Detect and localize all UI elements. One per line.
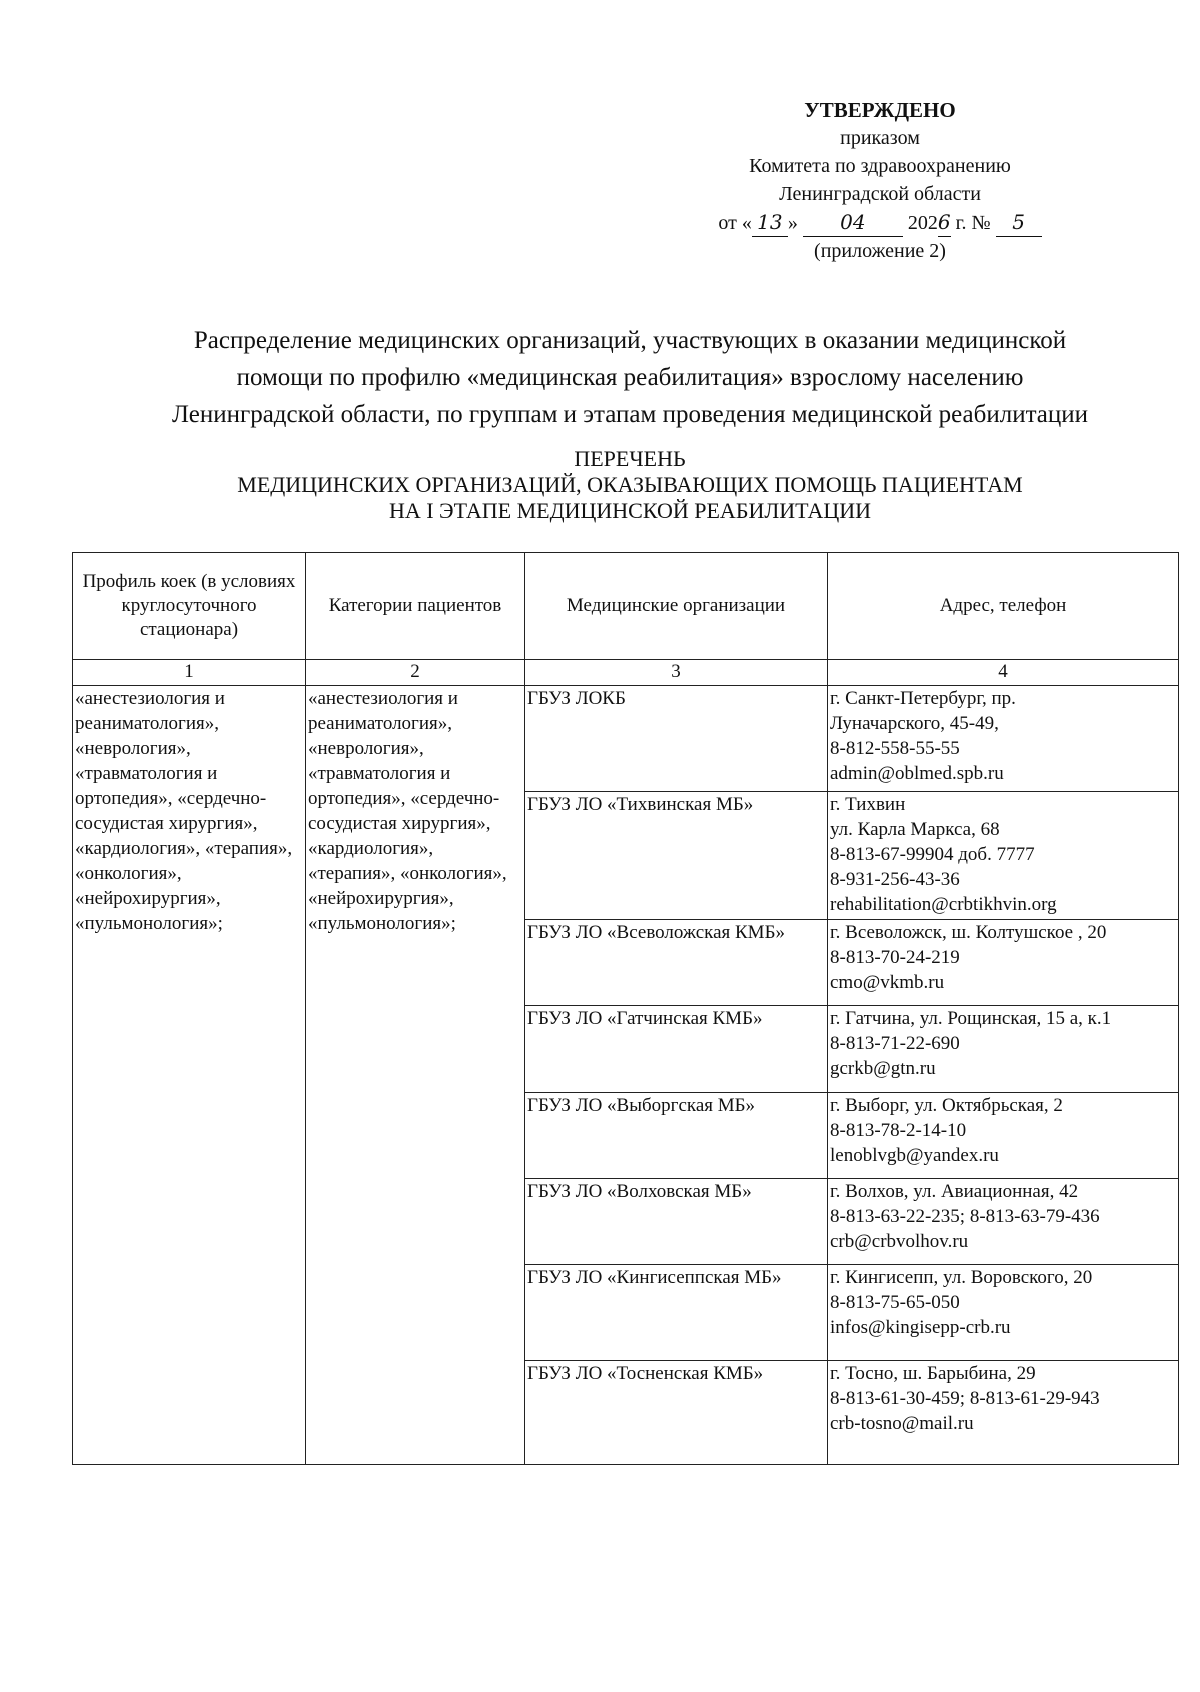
- organization-address: [828, 792, 1179, 920]
- list-heading-line-3: НА I ЭТАПЕ МЕДИЦИНСКОЙ РЕАБИЛИТАЦИИ: [388, 498, 872, 523]
- column-number: 2: [306, 660, 525, 686]
- date-prefix: от «: [718, 212, 752, 234]
- approval-stamp: [690, 96, 1070, 265]
- organization-address: [828, 920, 1179, 1006]
- date-year-hand: 6: [938, 208, 951, 237]
- address-line: г. Тихвин: [830, 794, 906, 815]
- date-mid: »: [787, 212, 798, 234]
- email-line: infos@kingisepp-crb.ru: [830, 1317, 1011, 1338]
- email-line: rehabilitation@crbtikhvin.org: [830, 894, 1057, 915]
- date-day: 13: [752, 208, 788, 237]
- header-patient-categories: Категории пациентов: [306, 553, 525, 660]
- column-number: 3: [525, 660, 828, 686]
- phone-line: 8-813-78-2-14-10: [830, 1120, 967, 1141]
- approval-date-line: [690, 208, 1070, 237]
- patient-categories-cell: «анестезиология и реаниматология», «неврология», «травматология и ортопедия», «сердечно-сосудистая хирургия», «кардиология», «терапия», «онкология», «нейрохирургия», «пульмонология»;: [306, 686, 525, 1465]
- approval-line-3: Ленинградской области: [779, 183, 981, 205]
- bed-profiles-cell: «анестезиология и реаниматология», «неврология», «травматология и ортопедия», «сердечно-сосудистая хирургия», «кардиология», «терапия», «онкология», «нейрохирургия», «пульмонология»;: [73, 686, 306, 1465]
- organization-address: [828, 1093, 1179, 1179]
- address-line: г. Выборг, ул. Октябрьская, 2: [830, 1095, 1063, 1116]
- table-row: [73, 686, 1179, 792]
- header-bed-profile: Профиль коек (в условиях круглосуточного стационара): [73, 553, 306, 660]
- address-line: г. Тосно, ш. Барыбина, 29: [830, 1363, 1036, 1384]
- column-number-row: [73, 660, 1179, 686]
- order-number: 5: [996, 208, 1042, 237]
- address-line: Луначарского, 45-49,: [830, 713, 999, 734]
- organization-name: ГБУЗ ЛО «Выборгская МБ»: [525, 1093, 828, 1179]
- date-month: 04: [803, 208, 903, 237]
- list-heading-line-1: ПЕРЕЧЕНЬ: [574, 446, 686, 471]
- approval-line-1: приказом: [840, 127, 920, 149]
- header-organizations: Медицинские организации: [525, 553, 828, 660]
- email-line: admin@oblmed.spb.ru: [830, 763, 1004, 784]
- email-line: crb@crbvolhov.ru: [830, 1231, 969, 1252]
- organization-address: [828, 1265, 1179, 1361]
- document-title: [60, 322, 1200, 433]
- attachment-label: (приложение 2): [814, 240, 946, 262]
- address-line: ул. Карла Маркса, 68: [830, 819, 1000, 840]
- organization-name: ГБУЗ ЛОКБ: [525, 686, 828, 792]
- list-heading: [60, 446, 1200, 524]
- email-line: gcrkb@gtn.ru: [830, 1058, 936, 1079]
- column-number: 4: [828, 660, 1179, 686]
- address-line: г. Всеволожск, ш. Колтушское , 20: [830, 922, 1107, 943]
- organizations-table: [72, 552, 1179, 1465]
- organization-name: ГБУЗ ЛО «Кингисеппская МБ»: [525, 1265, 828, 1361]
- table-header-row: [73, 553, 1179, 660]
- organization-address: [828, 686, 1179, 792]
- phone-line: 8-931-256-43-36: [830, 869, 960, 890]
- organization-address: [828, 1006, 1179, 1093]
- phone-line: 8-813-63-22-235; 8-813-63-79-436: [830, 1206, 1100, 1227]
- email-line: lenoblvgb@yandex.ru: [830, 1145, 999, 1166]
- title-line-3: Ленинградской области, по группам и этапам проведения медицинской реабилитации: [171, 401, 1089, 428]
- list-heading-line-2: МЕДИЦИНСКИХ ОРГАНИЗАЦИЙ, ОКАЗЫВАЮЩИХ ПОМОЩЬ ПАЦИЕНТАМ: [237, 472, 1023, 497]
- date-year-suffix: г. №: [950, 212, 991, 234]
- organization-name: ГБУЗ ЛО «Всеволожская КМБ»: [525, 920, 828, 1006]
- header-address-phone: Адрес, телефон: [828, 553, 1179, 660]
- organization-name: ГБУЗ ЛО «Гатчинская КМБ»: [525, 1006, 828, 1093]
- phone-line: 8-813-61-30-459; 8-813-61-29-943: [830, 1388, 1100, 1409]
- title-line-2: помощи по профилю «медицинская реабилитация» взрослому населению: [236, 364, 1024, 391]
- organization-address: [828, 1361, 1179, 1465]
- date-year-prefix: 202: [907, 212, 938, 234]
- phone-line: 8-812-558-55-55: [830, 738, 960, 759]
- column-number: 1: [73, 660, 306, 686]
- organization-name: ГБУЗ ЛО «Тихвинская МБ»: [525, 792, 828, 920]
- approved-title: УТВЕРЖДЕНО: [804, 98, 956, 122]
- email-line: cmo@vkmb.ru: [830, 972, 945, 993]
- organization-name: ГБУЗ ЛО «Тосненская КМБ»: [525, 1361, 828, 1465]
- email-line: crb-tosno@mail.ru: [830, 1413, 974, 1434]
- approval-line-2: Комитета по здравоохранению: [749, 155, 1011, 177]
- phone-line: 8-813-71-22-690: [830, 1033, 960, 1054]
- phone-line: 8-813-67-99904 доб. 7777: [830, 844, 1035, 865]
- address-line: г. Санкт-Петербург, пр.: [830, 688, 1016, 709]
- phone-line: 8-813-70-24-219: [830, 947, 960, 968]
- address-line: г. Волхов, ул. Авиационная, 42: [830, 1181, 1079, 1202]
- address-line: г. Кингисепп, ул. Воровского, 20: [830, 1267, 1093, 1288]
- title-line-1: Распределение медицинских организаций, участвующих в оказании медицинской: [193, 327, 1067, 354]
- organization-name: ГБУЗ ЛО «Волховская МБ»: [525, 1179, 828, 1265]
- phone-line: 8-813-75-65-050: [830, 1292, 960, 1313]
- organization-address: [828, 1179, 1179, 1265]
- address-line: г. Гатчина, ул. Рощинская, 15 а, к.1: [830, 1008, 1112, 1029]
